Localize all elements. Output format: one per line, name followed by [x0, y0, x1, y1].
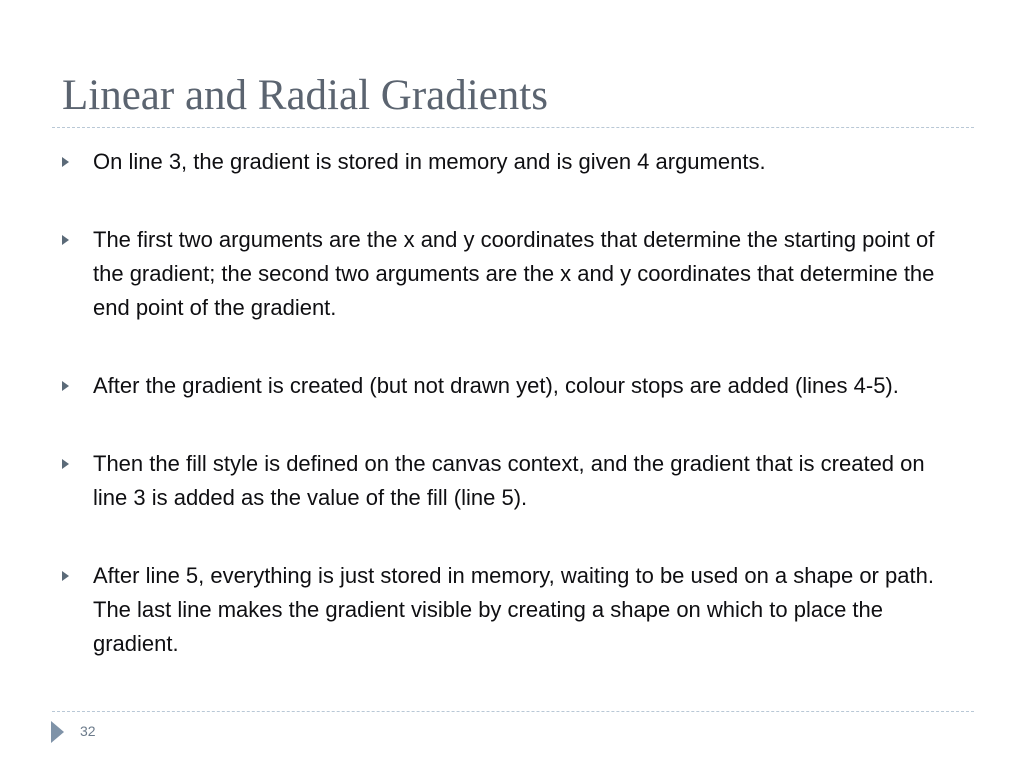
bullet-text: The first two arguments are the x and y coordinates that determine the starting point of the gradient; the second two arguments are the x and y coordinates that determine the end point of the gradient.	[93, 227, 935, 320]
slide-title: Linear and Radial Gradients	[62, 72, 548, 119]
bullet-text: After line 5, everything is just stored in memory, waiting to be used on a shape or path. The last line makes the gradient visible by creating a shape on which to place the gradient.	[93, 563, 934, 656]
title-divider	[52, 127, 974, 128]
bullet-arrow-icon	[62, 381, 69, 391]
footer-triangle-icon	[51, 721, 64, 743]
bullet-item	[62, 447, 962, 515]
bullet-arrow-icon	[62, 571, 69, 581]
bullet-arrow-icon	[62, 459, 69, 469]
bullet-text: Then the fill style is defined on the canvas context, and the gradient that is created on line 3 is added as the value of the fill (line 5).	[93, 451, 925, 510]
bullet-arrow-icon	[62, 235, 69, 245]
bullet-item	[62, 223, 962, 325]
bullet-item	[62, 559, 962, 661]
bullet-list	[62, 145, 962, 661]
footer-divider	[52, 711, 974, 712]
bullet-item	[62, 369, 962, 403]
bullet-arrow-icon	[62, 157, 69, 167]
bullet-text: After the gradient is created (but not drawn yet), colour stops are added (lines 4-5).	[93, 373, 899, 398]
bullet-item	[62, 145, 962, 179]
page-number: 32	[80, 723, 96, 739]
bullet-text: On line 3, the gradient is stored in memory and is given 4 arguments.	[93, 149, 766, 174]
